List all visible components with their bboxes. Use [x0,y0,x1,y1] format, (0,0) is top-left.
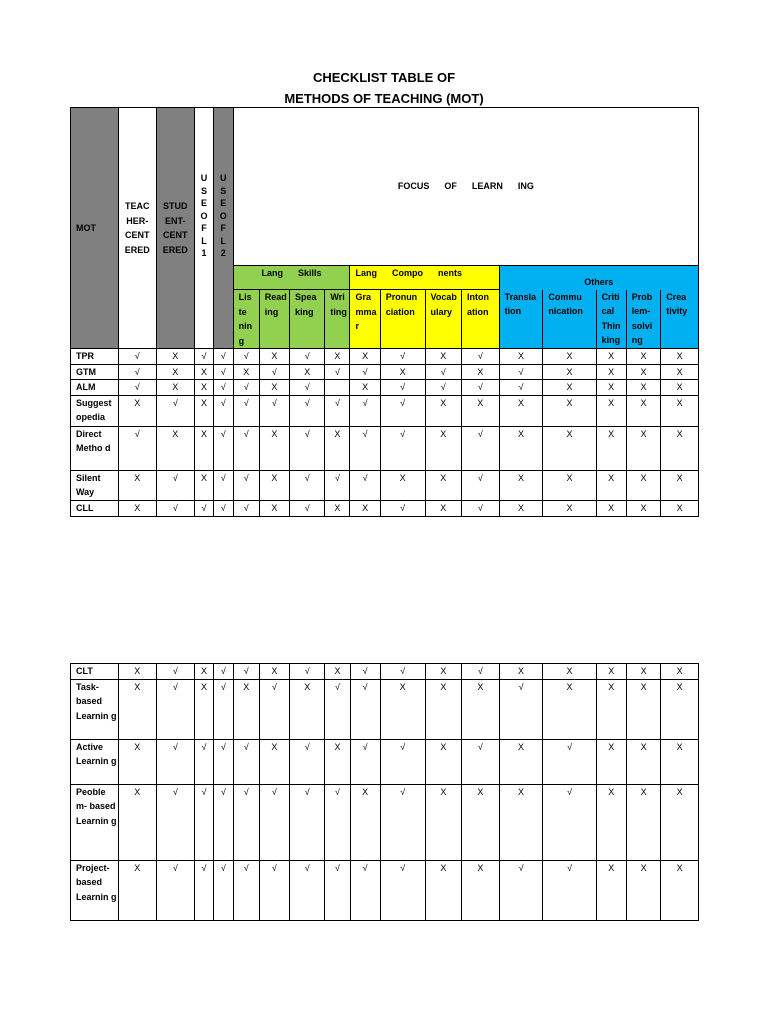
check-cell: X [661,500,699,516]
check-cell: √ [156,679,195,739]
check-cell: X [195,364,214,380]
check-cell: √ [499,380,543,396]
use-of-l2-label: U S E O F L 2 [219,173,227,258]
check-cell: √ [233,426,259,470]
check-cell: X [195,470,214,500]
lang-skills-label: Lang Skills [261,268,322,278]
header-teacher-centered: TEAC HER- CENT ERED [118,108,156,349]
check-cell: √ [233,500,259,516]
check-cell: X [661,426,699,470]
check-cell: X [543,679,596,739]
check-cell: X [380,364,425,380]
check-cell: √ [462,500,500,516]
check-cell: √ [425,364,462,380]
check-cell: √ [213,664,233,680]
check-cell: X [425,470,462,500]
check-cell: X [543,364,596,380]
check-cell: X [626,470,660,500]
method-name: CLL [71,500,119,516]
check-cell: √ [499,860,543,920]
checklist-table-main [70,107,699,517]
method-name: TPR [71,349,119,365]
check-cell: √ [462,664,500,680]
check-cell: √ [462,380,500,396]
check-cell: √ [233,860,259,920]
check-cell: X [661,664,699,680]
check-cell: √ [350,739,380,784]
check-cell: X [118,784,156,860]
check-cell: √ [289,395,324,426]
check-cell [325,380,350,396]
check-cell: X [596,364,626,380]
check-cell: √ [233,349,259,365]
check-cell: X [626,860,660,920]
check-cell: X [596,470,626,500]
document-title-line-2: METHODS OF TEACHING (MOT) [284,91,484,106]
check-cell: √ [380,380,425,396]
check-cell: X [661,784,699,860]
check-cell: X [543,349,596,365]
check-cell: X [462,395,500,426]
check-cell: X [543,470,596,500]
check-cell: √ [425,380,462,396]
check-cell: √ [195,784,214,860]
check-cell: X [626,364,660,380]
check-cell: X [543,380,596,396]
method-name: Silent Way [71,470,119,500]
check-cell: X [499,784,543,860]
check-cell: X [661,364,699,380]
check-cell: √ [213,860,233,920]
method-name: GTM [71,364,119,380]
check-cell: √ [213,500,233,516]
check-cell: X [661,739,699,784]
check-cell: √ [543,739,596,784]
header-translation: Transla tion [499,290,543,349]
header-focus-of-learning [233,108,698,266]
method-name: ALM [71,380,119,396]
method-row [71,364,699,380]
header-communication: Commu nication [543,290,596,349]
check-cell: X [462,679,500,739]
check-cell: X [156,349,195,365]
check-cell: X [425,426,462,470]
header-reading: Read ing [259,290,289,349]
check-cell: X [195,426,214,470]
check-cell: X [195,679,214,739]
check-cell: √ [380,395,425,426]
check-cell: √ [380,426,425,470]
check-cell: X [499,664,543,680]
check-cell: X [462,860,500,920]
check-cell: √ [213,679,233,739]
check-cell: √ [499,679,543,739]
header-use-of-l1 [195,108,214,349]
method-row [71,739,699,784]
check-cell: √ [233,470,259,500]
check-cell: X [626,784,660,860]
check-cell: √ [213,395,233,426]
check-cell: X [425,500,462,516]
check-cell: √ [259,860,289,920]
check-cell: X [596,784,626,860]
method-row [71,664,699,680]
check-cell: √ [156,739,195,784]
check-cell: √ [118,380,156,396]
check-cell: √ [233,784,259,860]
check-cell: √ [289,500,324,516]
check-cell: X [626,395,660,426]
document-title-line-1: CHECKLIST TABLE OF [312,70,456,85]
check-cell: √ [325,470,350,500]
check-cell: X [259,664,289,680]
check-cell: X [156,364,195,380]
check-cell: X [425,739,462,784]
check-cell: √ [380,500,425,516]
check-cell: X [195,380,214,396]
check-cell: √ [195,860,214,920]
check-cell: √ [156,664,195,680]
check-cell: √ [213,739,233,784]
check-cell: √ [213,470,233,500]
check-cell: X [118,679,156,739]
check-cell: X [380,470,425,500]
checklist-table-continued [70,663,699,921]
check-cell: √ [289,470,324,500]
check-cell: √ [233,739,259,784]
check-cell: √ [350,679,380,739]
check-cell: √ [259,784,289,860]
check-cell: √ [289,426,324,470]
check-cell: √ [350,364,380,380]
check-cell: X [425,349,462,365]
check-cell: X [289,364,324,380]
check-cell: √ [195,500,214,516]
check-cell: X [499,739,543,784]
check-cell: X [118,739,156,784]
check-cell: X [325,500,350,516]
header-speaking: Spea king [289,290,324,349]
check-cell: √ [213,426,233,470]
check-cell: √ [233,664,259,680]
check-cell: X [118,470,156,500]
use-of-l1-label: U S E O F L 1 [200,173,208,258]
check-cell: X [626,426,660,470]
check-cell: X [543,664,596,680]
check-cell: X [425,784,462,860]
check-cell: √ [462,349,500,365]
check-cell: √ [350,470,380,500]
check-cell: X [325,664,350,680]
header-others: Others [499,266,698,290]
method-name: CLT [71,664,119,680]
check-cell: √ [156,470,195,500]
check-cell: √ [118,426,156,470]
check-cell: √ [325,364,350,380]
check-cell: √ [213,380,233,396]
check-cell: X [233,679,259,739]
check-cell: X [543,500,596,516]
check-cell: X [596,395,626,426]
header-vocabulary: Vocab ulary [425,290,462,349]
check-cell: X [118,860,156,920]
check-cell: X [661,860,699,920]
check-cell: √ [213,349,233,365]
header-pronunciation: Pronun ciation [380,290,425,349]
check-cell: X [380,679,425,739]
check-cell: √ [543,784,596,860]
check-cell: √ [462,426,500,470]
check-cell: X [325,739,350,784]
check-cell: √ [290,860,325,920]
check-cell: X [259,380,289,396]
header-creativity: Crea tivity [661,290,699,349]
header-lang-skills [233,266,350,290]
check-cell: X [596,426,626,470]
check-cell: √ [118,364,156,380]
check-cell: X [626,664,660,680]
check-cell: X [543,395,596,426]
check-cell: X [462,784,500,860]
check-cell: X [156,426,195,470]
method-row [71,426,699,470]
method-row [71,395,699,426]
check-cell: X [425,679,462,739]
header-lang-components [350,266,499,290]
check-cell: X [596,679,626,739]
header-student-centered: STUD ENT- CENT ERED [156,108,195,349]
method-name: Active Learnin g [71,739,119,784]
check-cell: X [626,679,660,739]
check-cell: √ [259,364,289,380]
check-cell: X [596,349,626,365]
header-use-of-l2 [213,108,233,349]
check-cell: √ [195,739,214,784]
check-cell: X [259,500,289,516]
method-name: Peoble m- based Learnin g [71,784,119,860]
check-cell: √ [350,664,380,680]
check-cell: √ [380,349,425,365]
check-cell: X [661,470,699,500]
check-cell: X [259,739,289,784]
header-critical-thinking: Criti cal Thin king [596,290,626,349]
check-cell: X [325,349,350,365]
check-cell: X [596,380,626,396]
method-row [71,500,699,516]
check-cell: X [626,739,660,784]
check-cell: X [425,395,462,426]
check-cell: √ [290,784,325,860]
method-row [71,860,699,920]
method-name: Direct Metho d [71,426,119,470]
check-cell: X [350,500,380,516]
check-cell: √ [325,679,350,739]
check-cell: √ [233,380,259,396]
check-cell: √ [290,664,325,680]
check-cell: √ [156,395,195,426]
check-cell: √ [380,664,425,680]
check-cell: √ [233,395,259,426]
check-cell: √ [325,860,350,920]
check-cell: X [499,500,543,516]
check-cell: √ [380,784,425,860]
check-cell: √ [290,739,325,784]
check-cell: X [425,860,462,920]
check-cell: √ [462,470,500,500]
check-cell: X [118,664,156,680]
method-row [71,380,699,396]
check-cell: √ [259,679,289,739]
method-row [71,470,699,500]
check-cell: √ [213,364,233,380]
check-cell: √ [499,364,543,380]
check-cell: √ [380,739,425,784]
check-cell: X [499,426,543,470]
method-row [71,349,699,365]
check-cell: √ [289,349,324,365]
header-problem-solving: Prob lem- solvi ng [626,290,660,349]
header-grammar: Gra mma r [350,290,380,349]
method-name: Task- based Learnin g [71,679,119,739]
header-intonation: Inton ation [462,290,500,349]
check-cell: √ [156,784,195,860]
check-cell: X [626,380,660,396]
check-cell: X [290,679,325,739]
check-cell: X [259,426,289,470]
check-cell: √ [543,860,596,920]
check-cell: √ [213,784,233,860]
check-cell: X [118,395,156,426]
check-cell: X [499,395,543,426]
header-listening: Lis te nin g [233,290,259,349]
header-mot: MOT [71,108,119,349]
check-cell: X [661,395,699,426]
check-cell: X [233,364,259,380]
check-cell: X [259,349,289,365]
check-cell: X [596,664,626,680]
method-name: Suggest opedia [71,395,119,426]
check-cell: X [325,426,350,470]
check-cell: X [195,664,214,680]
check-cell: X [499,349,543,365]
method-name: Project- based Learnin g [71,860,119,920]
check-cell: √ [259,395,289,426]
check-cell: X [350,784,380,860]
check-cell: √ [156,500,195,516]
check-cell: √ [350,860,380,920]
check-cell: √ [325,395,350,426]
check-cell: X [626,500,660,516]
check-cell: √ [289,380,324,396]
header-writing: Wri ting [325,290,350,349]
check-cell: X [596,739,626,784]
check-cell: √ [462,739,500,784]
check-cell: X [543,426,596,470]
check-cell: √ [195,349,214,365]
check-cell: √ [350,395,380,426]
check-cell: X [350,349,380,365]
check-cell: √ [325,784,350,860]
focus-of-learning-label: FOCUS OF LEARN ING [397,181,534,192]
check-cell: X [626,349,660,365]
check-cell: X [661,380,699,396]
check-cell: √ [350,426,380,470]
check-cell: X [156,380,195,396]
check-cell: √ [118,349,156,365]
check-cell: X [596,500,626,516]
check-cell: √ [156,860,195,920]
check-cell: X [259,470,289,500]
check-cell: X [118,500,156,516]
method-row [71,679,699,739]
check-cell: X [462,364,500,380]
check-cell: X [596,860,626,920]
lang-components-label: Lang Compo nents [355,268,462,278]
check-cell: √ [380,860,425,920]
method-row [71,784,699,860]
check-cell: X [661,679,699,739]
check-cell: X [499,470,543,500]
check-cell: X [350,380,380,396]
check-cell: X [661,349,699,365]
check-cell: X [195,395,214,426]
check-cell: X [425,664,462,680]
